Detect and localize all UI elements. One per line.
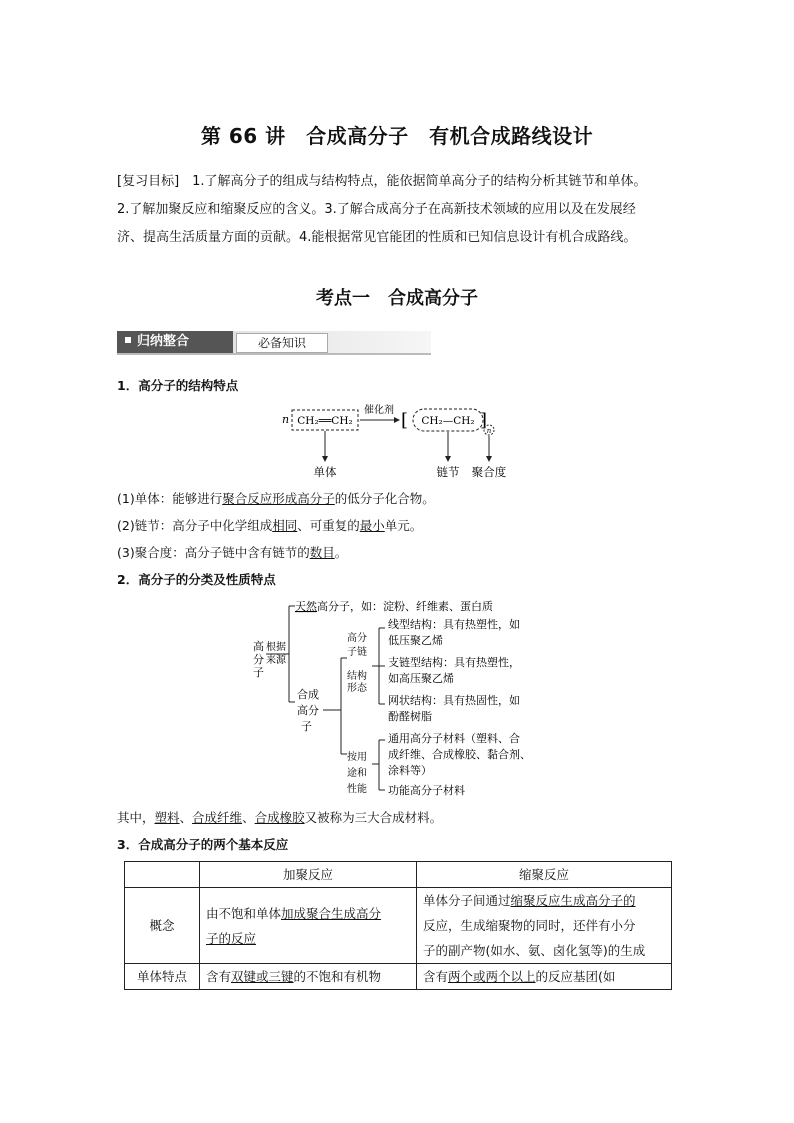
fig-catalyst: 催化剂 xyxy=(364,405,394,416)
svg-text:网状结构：具有热固性，如: 网状结构：具有热固性，如 xyxy=(388,694,520,707)
heading-reactions: 3．合成高分子的两个基本反应 xyxy=(117,837,289,852)
fig-n: n xyxy=(282,413,290,426)
heading-classification: 2．高分子的分类及性质特点 xyxy=(117,572,276,587)
item-degree: (3)聚合度：高分子链中含有链节的数目。 xyxy=(117,545,348,560)
monomer-condensation: 含有两个或两个以上的反应基团(如 xyxy=(417,964,672,990)
svg-text:性能: 性能 xyxy=(347,784,367,795)
svg-text:通用高分子材料（塑料、合: 通用高分子材料（塑料、合 xyxy=(388,732,520,745)
svg-text:合成: 合成 xyxy=(297,688,319,701)
monomer-addition: 含有双键或三键的不饱和有机物 xyxy=(200,964,417,990)
square-icon xyxy=(125,337,131,343)
svg-text:成纤维、合成橡胶、黏合剂、: 成纤维、合成橡胶、黏合剂、 xyxy=(388,748,531,761)
fig-monomer: CH₂══CH₂ xyxy=(297,415,353,427)
label-monomer: 单体 xyxy=(313,465,337,479)
svg-text:途和: 途和 xyxy=(347,768,367,779)
fig-nsub: n xyxy=(486,427,492,435)
svg-text:酚醛树脂: 酚醛树脂 xyxy=(388,710,432,723)
heading-structure: 1．高分子的结构特点 xyxy=(117,378,239,393)
svg-text:高分: 高分 xyxy=(347,633,367,644)
item-monomer: (1)单体：能够进行聚合反应形成高分子的低分子化合物。 xyxy=(117,491,435,506)
summary-line: 其中，塑料、合成纤维、合成橡胶又被称为三大合成材料。 xyxy=(117,810,443,825)
concept-condensation: 单体分子间通过缩聚反应生成高分子的 反应，生成缩聚物的同时，还伴有小分 子的副产物(如水、氨、卤化氢等)的生成 xyxy=(417,888,672,964)
th-condensation: 缩聚反应 xyxy=(417,862,672,888)
review-goal-line-1: [复习目标] 1.了解高分子的组成与结构特点，能依据简单高分子的结构分析其链节和单体。 xyxy=(117,174,647,189)
svg-text:来源: 来源 xyxy=(266,655,286,666)
row-concept-label: 概念 xyxy=(125,888,200,964)
svg-text:子: 子 xyxy=(253,666,264,679)
svg-text:结构: 结构 xyxy=(347,671,367,682)
svg-text:低压聚乙烯: 低压聚乙烯 xyxy=(388,634,443,647)
svg-text:高: 高 xyxy=(253,640,264,653)
svg-text:功能高分子材料: 功能高分子材料 xyxy=(388,784,465,797)
polymer-structure-figure xyxy=(270,400,530,482)
concept-addition: 由不饱和单体加成聚合生成高分 子的反应 xyxy=(200,888,417,964)
svg-text:按用: 按用 xyxy=(347,752,367,763)
svg-text:线型结构：具有热塑性，如: 线型结构：具有热塑性，如 xyxy=(388,618,520,631)
review-goal-line-3: 济、提高生活质量方面的贡献。4.能根据常见官能团的性质和已知信息设计有机合成路线。 xyxy=(117,230,637,245)
label-degree: 聚合度 xyxy=(471,465,507,479)
reactions-table xyxy=(124,861,672,990)
label-chain: 链节 xyxy=(436,465,460,479)
review-goal-line-2: 2.了解加聚反应和缩聚反应的含义。3.了解合成高分子在高新技术领域的应用以及在发展经 xyxy=(117,202,636,217)
item-chain: (2)链节：高分子中化学组成相同、可重复的最小单元。 xyxy=(117,518,423,533)
svg-text:支链型结构：具有热塑性，: 支链型结构：具有热塑性， xyxy=(388,656,520,669)
row-monomer-label: 单体特点 xyxy=(125,964,200,990)
svg-text:涂料等）: 涂料等） xyxy=(388,764,432,777)
bracket-left: [ xyxy=(401,410,409,431)
section-heading: 考点一 合成高分子 xyxy=(316,288,478,309)
th-addition: 加聚反应 xyxy=(200,862,417,888)
fig-chain: CH₂—CH₂ xyxy=(421,415,475,427)
section-bar-label: 归纳整合 xyxy=(117,331,233,353)
svg-text:高分: 高分 xyxy=(297,704,319,717)
bracket-right: ] xyxy=(480,410,488,431)
classification-tree xyxy=(245,588,565,800)
svg-text:如高压聚乙烯: 如高压聚乙烯 xyxy=(388,672,454,685)
svg-text:根据: 根据 xyxy=(266,642,286,653)
svg-text:形态: 形态 xyxy=(347,683,367,694)
page-title: 第 66 讲 合成高分子 有机合成路线设计 xyxy=(200,124,594,148)
svg-text:分: 分 xyxy=(253,653,264,666)
svg-text:子: 子 xyxy=(301,720,312,733)
svg-text:子链: 子链 xyxy=(347,647,367,658)
natural-label: 天然高分子，如：淀粉、纤维素、蛋白质 xyxy=(295,600,493,613)
section-bar-tag: 必备知识 xyxy=(236,333,328,353)
arrow-head xyxy=(394,417,400,423)
